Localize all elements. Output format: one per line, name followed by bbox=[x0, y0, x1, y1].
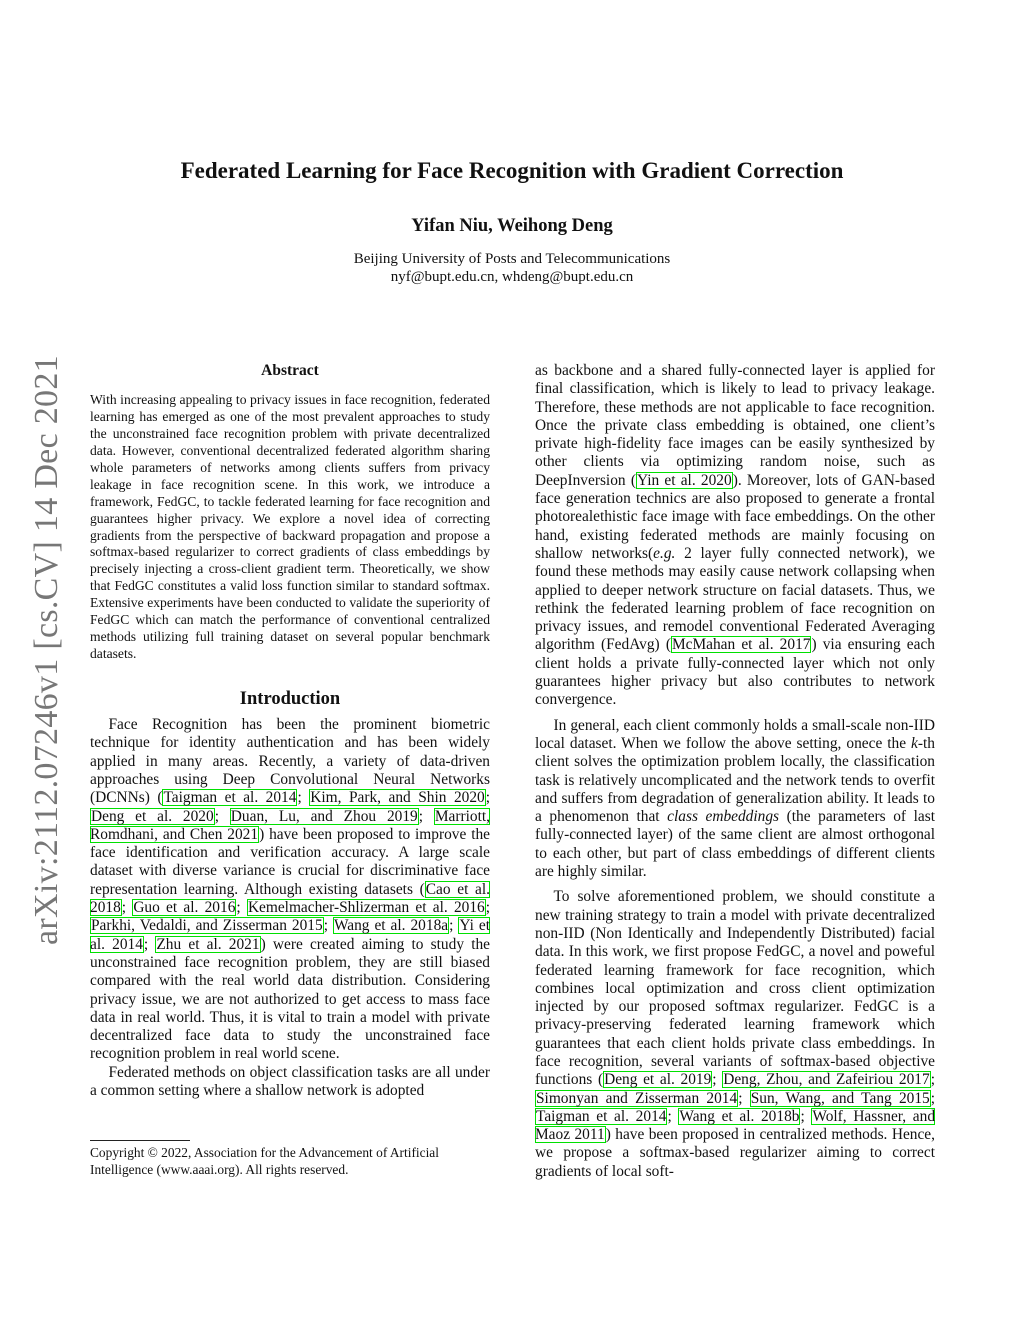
footnote-rule bbox=[90, 1140, 190, 1141]
right-paragraph-3 bbox=[535, 888, 935, 1181]
citation-link[interactable]: Zhu et al. 2021 bbox=[156, 935, 260, 953]
citation-link[interactable]: Kim, Park, and Shin 2020 bbox=[310, 789, 485, 807]
citation-link[interactable]: Duan, Lu, and Zhou 2019 bbox=[230, 807, 418, 825]
abstract-text: With increasing appealing to privacy issues in face recognition, federated learning has emerged as one of the most prevalent approaches to study the unconstrained face recognition problem with private decentralized data. However, conventional decentralized federated algorithm sharing whole parameters of networks among clients suffers from privacy leakage in face recognition scene. In this work, we introduce a framework, FedGC, to tackle federated learning for face recognition and guarantees higher privacy. We explore a novel idea of correcting gradients from the perspective of backward propagation and propose a softmax-based regularizer to correct gradients of class embeddings by precisely injecting a cross-client gradient term. Theoretically, we show that FedGC constitutes a valid loss function similar to standard softmax. Extensive experiments have been conducted to validate the superiority of FedGC which can match the performance of conventional centralized methods utilizing full training dataset on several popular benchmark datasets. bbox=[90, 392, 490, 661]
text-run: ; bbox=[323, 917, 333, 935]
arxiv-stamp bbox=[28, 355, 66, 945]
text-run: ) via ensuring each client holds a private fully-connected layer which not only guarantees higher privacy but also contributes to network convergence. bbox=[535, 636, 935, 709]
text-run: ; bbox=[930, 1089, 936, 1107]
intro-paragraph-2: Federated methods on object classification tasks are all under a common setting where a shallow network is adopted bbox=[90, 1063, 490, 1100]
paper-authors: Yifan Niu, Weihong Deng bbox=[411, 216, 613, 236]
author-affiliation bbox=[0, 250, 1024, 286]
text-run: ; bbox=[214, 807, 230, 825]
text-run: ; bbox=[930, 1071, 935, 1089]
citation-link[interactable]: Wang et al. 2018b bbox=[679, 1107, 800, 1125]
text-run: ; bbox=[738, 1089, 750, 1107]
text-run: ; bbox=[485, 789, 491, 807]
citation-link[interactable]: Cao et al. 2018 bbox=[90, 880, 490, 917]
text-run: ) have been proposed to improve the face identification and verification accuracy. A large scale dataset with diverse variance is crucial for discriminative face representation learning. Although existing datasets ( bbox=[90, 825, 490, 898]
text-run: (the parameters of last fully-connected layer) of the same client are almost orthogonal to each other, but part of class embeddings of different clients are highly similar. bbox=[535, 808, 935, 881]
citation-link[interactable]: Yin et al. 2020 bbox=[636, 471, 732, 489]
citation-link[interactable]: McMahan et al. 2017 bbox=[671, 636, 811, 654]
citation-link[interactable]: Deng, Zhou, and Zafeiriou 2017 bbox=[723, 1071, 930, 1089]
citation-link[interactable]: Simonyan and Zisserman 2014 bbox=[536, 1089, 738, 1107]
citation-link[interactable]: Deng et al. 2020 bbox=[91, 807, 214, 825]
citation-link[interactable]: Wolf, Hassner, and Maoz 2011 bbox=[535, 1107, 936, 1144]
citation-link[interactable]: Guo et al. 2016 bbox=[133, 899, 236, 917]
citation-link[interactable]: Marriott, Romdhani, and Chen 2021 bbox=[90, 807, 490, 843]
text-run: Face Recognition has been the prominent biometric technique for identity authentication and has been widely applied in many areas. Recently, a variety of data-driven approaches using Deep Convolutional Neural Networks (DCNNs) ( bbox=[90, 716, 490, 807]
text-run: ; bbox=[297, 789, 310, 807]
text-run: ; bbox=[800, 1107, 812, 1125]
affiliation: Beijing University of Posts and Telecommunications bbox=[353, 251, 671, 267]
text-run-italic: class embeddings bbox=[667, 808, 780, 826]
intro-paragraph-1 bbox=[90, 716, 490, 1064]
text-run: ; bbox=[667, 1107, 679, 1125]
text-run: ; bbox=[121, 899, 133, 917]
text-run: ; bbox=[485, 899, 491, 917]
text-run: ) have been proposed in centralized methods. Hence, we propose a softmax-based regularizer aiming to correct gradients of local soft- bbox=[535, 1126, 935, 1180]
text-run: ; bbox=[143, 935, 156, 953]
citation-link[interactable]: Taigman et al. 2014 bbox=[536, 1107, 667, 1125]
abstract-heading: Abstract bbox=[261, 362, 319, 379]
text-run-italic: e.g. bbox=[653, 544, 676, 562]
author-emails[interactable]: nyf@bupt.edu.cn, whdeng@bupt.edu.cn bbox=[390, 269, 634, 285]
citation-link[interactable]: Parkhi, Vedaldi, and Zisserman 2015 bbox=[91, 917, 323, 935]
citation-link[interactable]: Wang et al. 2018a bbox=[333, 917, 449, 935]
text-run: ; bbox=[449, 917, 459, 935]
right-paragraph-2 bbox=[535, 717, 935, 882]
paper-title: Federated Learning for Face Recognition with Gradient Correction bbox=[180, 158, 844, 183]
left-column bbox=[90, 362, 490, 1100]
math-variable: k bbox=[911, 734, 918, 752]
text-run: ; bbox=[712, 1071, 723, 1089]
text-run: ; bbox=[418, 807, 434, 825]
citation-link[interactable]: Deng et al. 2019 bbox=[604, 1071, 712, 1089]
citation-link[interactable]: Taigman et al. 2014 bbox=[163, 789, 297, 807]
introduction-heading: Introduction bbox=[239, 688, 341, 709]
text-run: ). Moreover, lots of GAN-based face generation technics are also proposed to generate a frontal photorealethistic face image with face embeddings. On the other hand, existing federated methods are mainly focusing on shallow networks( bbox=[535, 471, 936, 562]
text-run: -th client solves the optimization problem locally, the classification task is relatively uncomplicated and the network tends to overfit and suffers from degradation of generalization ability. It leads to a phenomenon that bbox=[535, 734, 935, 826]
copyright-footnote: Copyright © 2022, Association for the Advancement of Artificial Intelligence (www.aaai.org). All rights reserved. bbox=[90, 1145, 439, 1177]
citation-link[interactable]: Sun, Wang, and Tang 2015 bbox=[750, 1089, 930, 1107]
text-run: ; bbox=[236, 899, 247, 917]
text-run: as backbone and a shared fully-connected layer is applied for final classification, which is likely to lead to privacy leakage. Therefore, these methods are not applicable to face recognition. Once the private class embedding is obtained, one client’s private high-fidelity face images can be easily synthesized by other clients via optimizing random noise, such as DeepInversion ( bbox=[535, 362, 935, 489]
text-run: ) were created aiming to study the unconstrained face recognition problem, they are still biased compared with the real world data distribution. Considering privacy issue, we are not authorized to get access to mass face data in real world. Thus, it is vital to train a model with private decentralized face data to study the unconstrained face recognition problem in real world scene. bbox=[90, 935, 490, 1063]
arxiv-id[interactable]: arXiv:2112.07246v1 [cs.CV] 14 Dec 2021 bbox=[28, 355, 65, 945]
text-run: In general, each client commonly holds a small-scale non-IID local dataset. When we follow the above setting, onece the bbox=[535, 716, 935, 752]
right-column bbox=[535, 362, 935, 1181]
citation-link[interactable]: Kemelmacher-Shlizerman et al. 2016 bbox=[247, 899, 485, 917]
right-paragraph-1 bbox=[535, 362, 935, 710]
text-run: 2 layer fully connected network), we found these methods may easily cause network collapsing when applied to deeper network structure on facial datasets. Thus, we rethink the federated learning problem of face recognition on privacy issues, and remodel conventional Federated Averaging algorithm (FedAvg) ( bbox=[535, 544, 935, 654]
text-run: To solve aforementioned problem, we should constitute a new training strategy to train a model with private decentralized non-IID (Non Identically and Independently Distributed) facial data. In this work, we first propose FedGC, a novel and poweful federated learning framework for face recognition, which combines local optimization and cross client optimization injected by our proposed softmax regularizer. FedGC is a privacy-preserving federated learning framework which guarantees that each client holds private class embeddings. In face recognition, several variants of softmax-based objective functions ( bbox=[535, 888, 935, 1089]
citation-link[interactable]: Yi et al. 2014 bbox=[90, 917, 491, 953]
